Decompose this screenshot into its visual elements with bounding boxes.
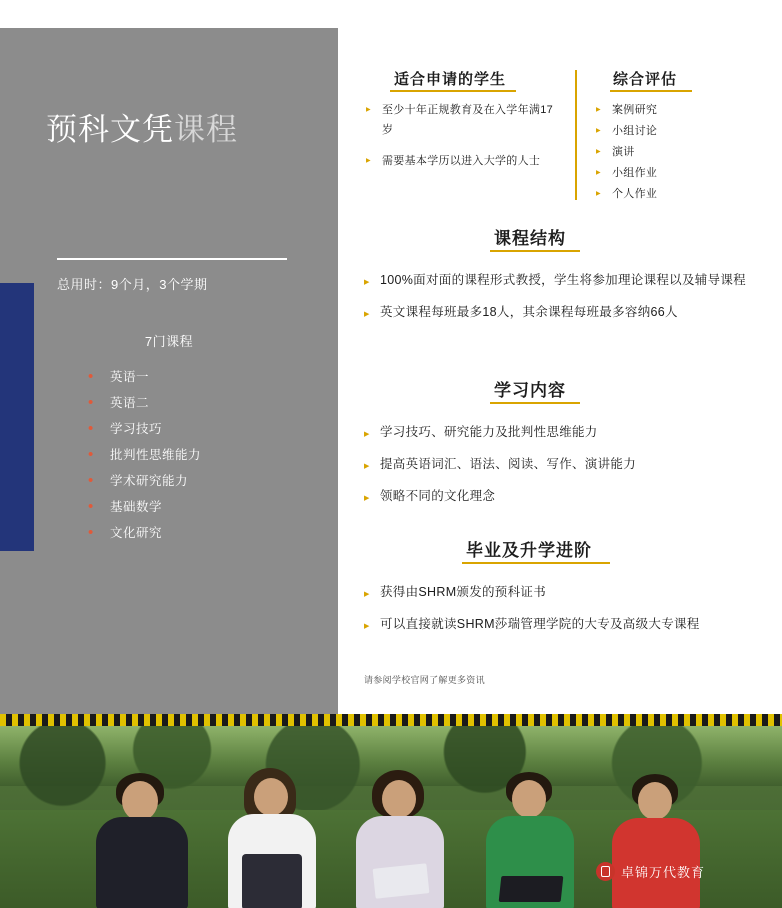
list-item: ▶ 个人作业 [596, 184, 756, 204]
list-item: • 基础数学 [88, 494, 201, 520]
list-item: ▶ 提高英语词汇、语法、阅读、写作、演讲能力 [364, 455, 764, 474]
list-item: • 英语二 [88, 390, 201, 416]
student-figure [212, 768, 332, 908]
section-underline [610, 90, 692, 92]
list-item: ▶ 演讲 [596, 142, 756, 162]
brand-logo [596, 862, 705, 881]
laptop-prop [499, 876, 564, 902]
section-heading-progression: 毕业及升学进阶 [466, 541, 592, 560]
section-list-applicants [366, 100, 562, 172]
section-underline [490, 250, 580, 252]
section-heading-assessment: 综合评估 [613, 71, 678, 88]
blue-accent-block [0, 283, 34, 551]
list-item: • 学术研究能力 [88, 468, 201, 494]
course-list [88, 364, 201, 546]
list-item: ▶ 英文课程每班最多18人，其余课程每班最多容纳66人 [364, 303, 764, 322]
column-separator-line [575, 70, 577, 200]
page-title [46, 104, 326, 149]
book-prop [373, 863, 430, 898]
title-main-text: 预科文凭 [46, 112, 174, 147]
section-heading-applicants: 适合申请的学生 [394, 71, 507, 88]
section-list-progression [364, 583, 774, 647]
list-item: ▶ 学习技巧、研究能力及批判性思维能力 [364, 423, 764, 442]
duration-text: 总用时：9个月，3个学期 [57, 277, 208, 292]
student-figure [470, 772, 590, 908]
footnote-text: 请参阅学校官网了解更多资讯 [364, 675, 485, 685]
title-divider [57, 258, 287, 260]
brand-name: 卓锦万代教育 [621, 865, 706, 880]
student-figure [596, 774, 716, 908]
section-list-content [364, 423, 764, 519]
list-item: • 学习技巧 [88, 416, 201, 442]
list-item: ▶ 获得由SHRM颁发的预科证书 [364, 583, 774, 602]
left-panel [0, 28, 338, 714]
list-item: ▶ 领略不同的文化理念 [364, 487, 764, 506]
section-heading-structure: 课程结构 [494, 229, 566, 248]
list-item: ▶ 至少十年正规教育及在入学年满17岁 [366, 100, 562, 140]
course-count-text: 7门课程 [144, 334, 194, 349]
student-figure [340, 770, 460, 908]
section-list-assessment [596, 100, 756, 205]
student-figure [82, 773, 202, 908]
section-heading-content: 学习内容 [494, 381, 566, 400]
list-item: • 英语一 [88, 364, 201, 390]
list-item: ▶ 可以直接就读SHRM莎瑞管理学院的大专及高级大专课程 [364, 615, 774, 634]
list-item: ▶ 小组讨论 [596, 121, 756, 141]
list-item: ▶ 案例研究 [596, 100, 756, 120]
list-item: • 文化研究 [88, 520, 201, 546]
section-list-structure [364, 271, 764, 335]
title-accent-text: 课程 [174, 112, 238, 147]
film-strip-decoration [0, 714, 782, 726]
photo-banner [0, 714, 782, 908]
section-underline [390, 90, 516, 92]
list-item: • 批判性思维能力 [88, 442, 201, 468]
right-column [338, 28, 782, 714]
section-underline [490, 402, 580, 404]
list-item: ▶ 100%面对面的课程形式教授，学生将参加理论课程以及辅导课程 [364, 271, 764, 290]
list-item: ▶ 小组作业 [596, 163, 756, 183]
list-item: ▶ 需要基本学历以进入大学的人士 [366, 151, 562, 171]
section-underline [462, 562, 610, 564]
book-badge-icon [596, 862, 615, 881]
